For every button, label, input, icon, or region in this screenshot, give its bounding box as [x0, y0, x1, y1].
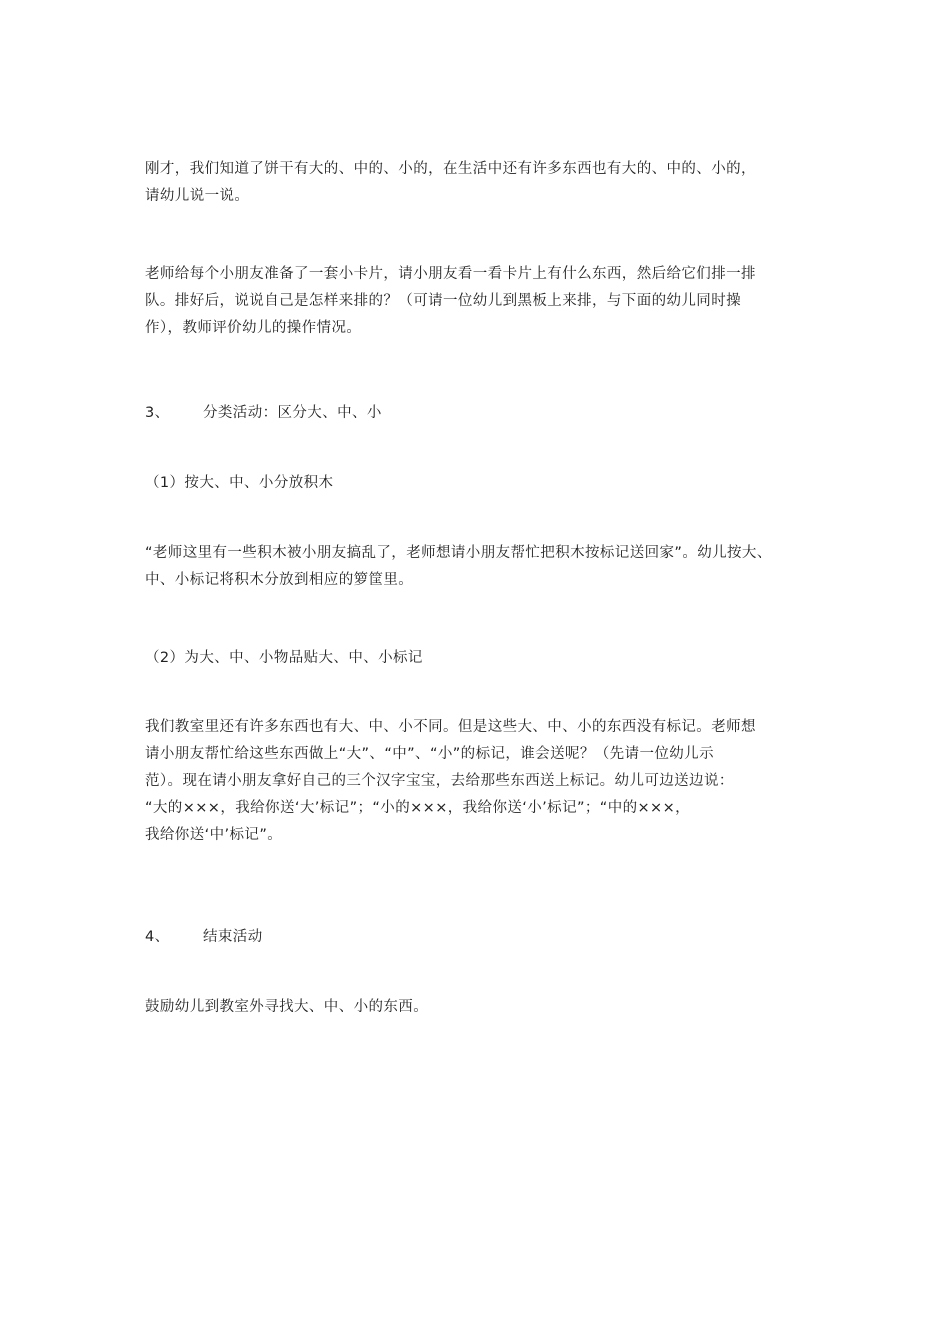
paragraph-line: 鼓励幼儿到教室外寻找大、中、小的东西。: [145, 999, 429, 1015]
paragraph-line: 中、小标记将积木分放到相应的箩筐里。: [145, 572, 414, 588]
section-title: 分类活动：区分大、中、小: [203, 405, 382, 421]
paragraph-line: 请幼儿说一说。: [145, 188, 250, 204]
paragraph-line: 范）。现在请小朋友拿好自己的三个汉字宝宝，去给那些东西送上标记。幼儿可边送边说：: [145, 773, 734, 789]
section-3-heading: [145, 400, 835, 427]
subheading-text: （1）按大、中、小分放积木: [145, 475, 334, 491]
paragraph-closing: [145, 994, 835, 1021]
paragraph-blocks: [145, 540, 835, 594]
paragraph-line: “老师这里有一些积木被小朋友搞乱了，老师想请小朋友帮忙把积木按标记送回家”。幼儿按大、: [145, 545, 772, 561]
paragraph-line: 老师给每个小朋友准备了一套小卡片，请小朋友看一看卡片上有什么东西，然后给它们排一排: [145, 266, 756, 282]
subheading-text: （2）为大、中、小物品贴大、中、小标记: [145, 650, 423, 666]
paragraph-line: 作），教师评价幼儿的操作情况。: [145, 320, 362, 336]
section-number: 3、: [145, 405, 170, 421]
paragraph-line: 我给你送‘中’标记”。: [145, 827, 283, 843]
paragraph-biscuit-sizes: [145, 156, 835, 210]
paragraph-classroom-labels: [145, 714, 835, 849]
paragraph-line: 请小朋友帮忙给这些东西做上“大”、“中”、“小”的标记，谁会送呢？（先请一位幼儿示: [145, 746, 714, 762]
paragraph-line: “大的×××，我给你送‘大’标记”；“小的×××，我给你送‘小’标记”；“中的×××，: [145, 800, 691, 816]
section-4-heading: [145, 924, 835, 951]
section-title: 结束活动: [203, 929, 263, 945]
paragraph-line: 刚才，我们知道了饼干有大的、中的、小的，在生活中还有许多东西也有大的、中的、小的，: [145, 161, 756, 177]
paragraph-line: 队。排好后，说说自己是怎样来排的？（可请一位幼儿到黑板上来排，与下面的幼儿同时操: [145, 293, 741, 309]
subheading-2: [145, 645, 835, 672]
subheading-1: [145, 470, 835, 497]
paragraph-line: 我们教室里还有许多东西也有大、中、小不同。但是这些大、中、小的东西没有标记。老师想: [145, 719, 756, 735]
paragraph-card-sorting: [145, 261, 835, 342]
section-number: 4、: [145, 929, 170, 945]
